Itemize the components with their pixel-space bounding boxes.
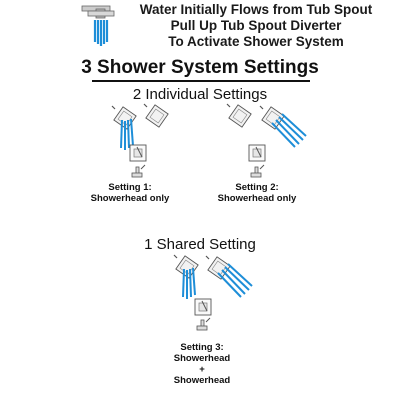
setting-3-showerhead-left-icon (174, 255, 198, 299)
intro-line-2: Pull Up Tub Spout Diverter (170, 18, 342, 33)
setting-3-diverter-icon (197, 318, 210, 330)
shared-setting-title: 1 Shared Setting (144, 236, 256, 253)
setting-2-diverter-icon (251, 165, 264, 177)
setting-3-valve-icon (195, 299, 211, 315)
setting-2-valve-icon (249, 145, 265, 161)
setting-3-line-4: Showerhead (173, 375, 231, 386)
setting-3-label: Setting 3: (180, 342, 224, 353)
page-title: 3 Shower System Settings (81, 57, 319, 78)
intro-line-1: Water Initially Flows from Tub Spout (139, 2, 373, 17)
individual-settings-title: 2 Individual Settings (132, 86, 268, 103)
setting-1-desc: Showerhead only (90, 193, 170, 204)
setting-2-label: Setting 2: (235, 182, 279, 193)
setting-1-diverter-icon (132, 165, 145, 177)
setting-3-plus: + (199, 364, 205, 375)
setting-1-label: Setting 1: (108, 182, 152, 193)
setting-3-line-2: Showerhead (173, 353, 231, 364)
setting-3-showerhead-right-icon (206, 256, 252, 297)
setting-1-showerhead-active-icon (112, 106, 136, 150)
setting-1-valve-icon (130, 145, 146, 161)
intro-line-3: To Activate Shower System (168, 34, 344, 49)
setting-2-showerhead-active-icon (260, 106, 306, 147)
setting-1-showerhead-idle-icon (144, 104, 168, 127)
setting-2-showerhead-idle-icon (227, 104, 251, 127)
setting-2-desc: Showerhead only (217, 193, 297, 204)
